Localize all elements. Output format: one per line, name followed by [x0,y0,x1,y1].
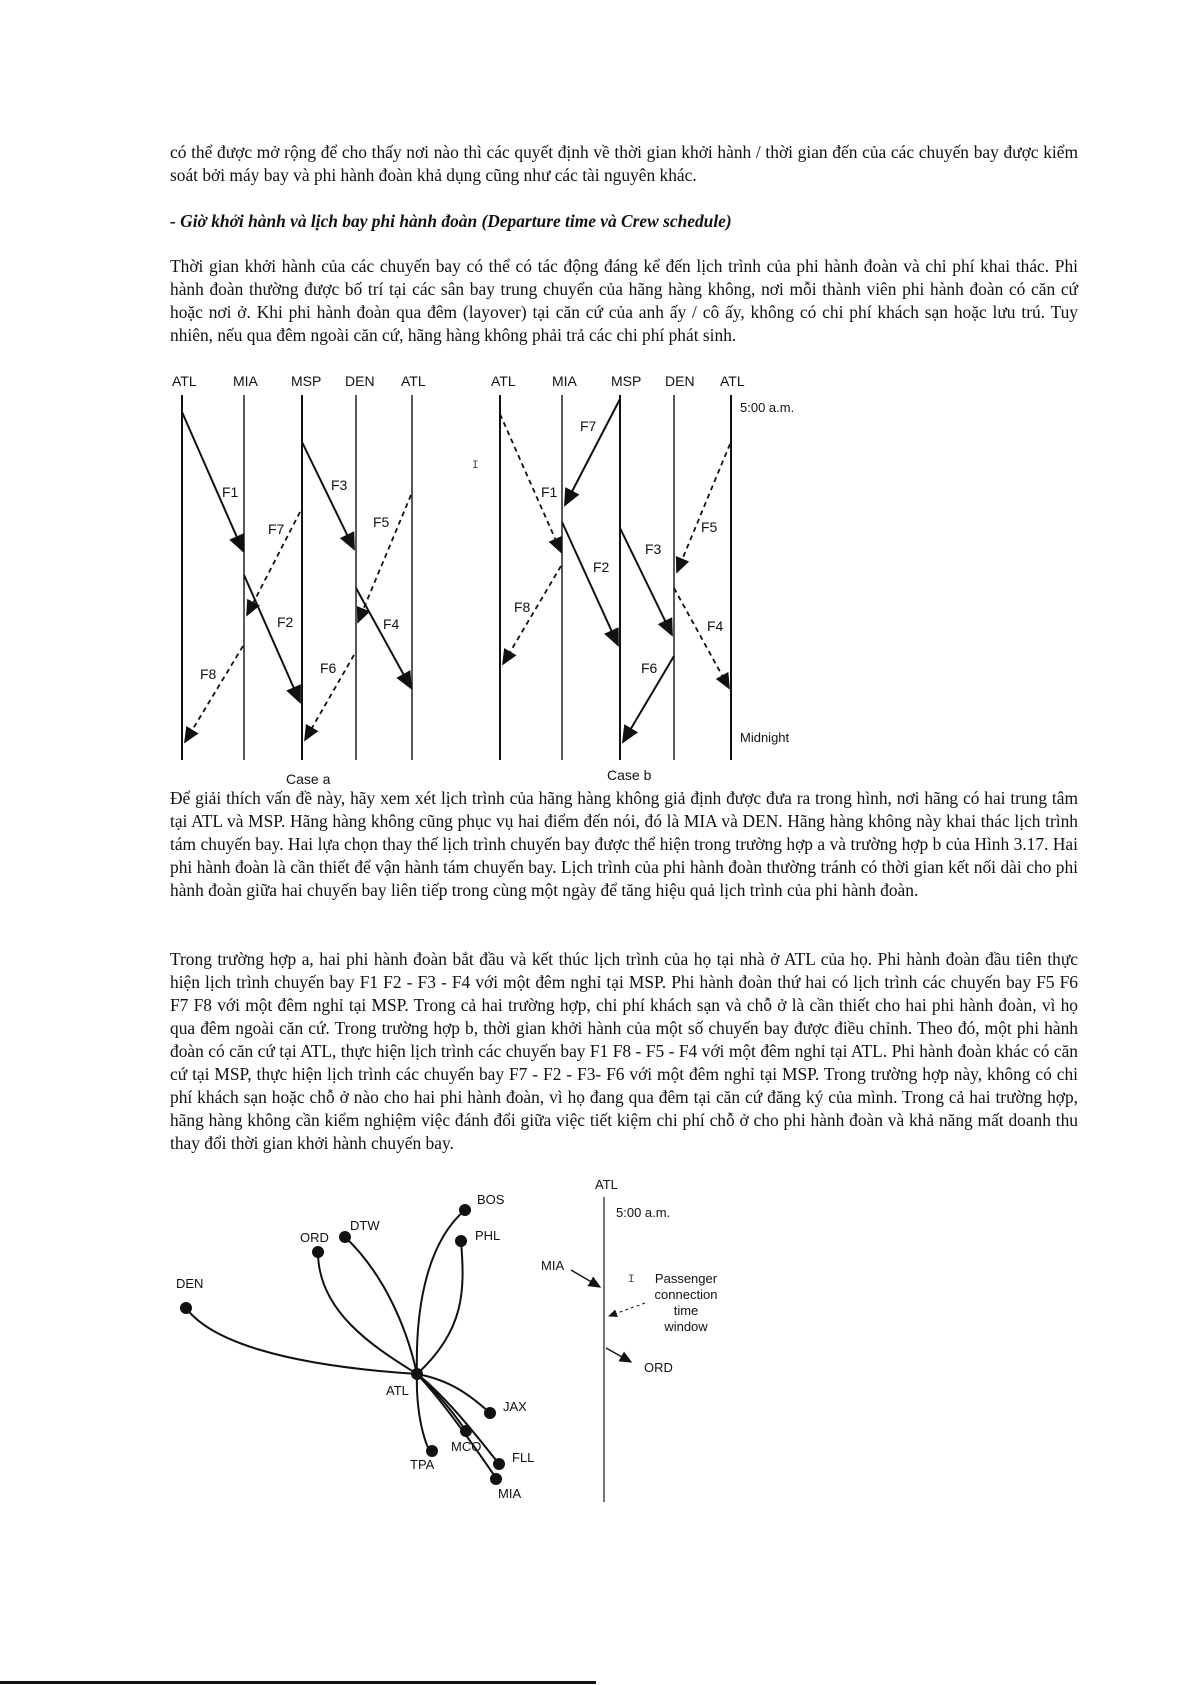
city-label: TPA [410,1457,435,1472]
station-label: MIA [552,373,577,389]
station-label: MIA [233,373,258,389]
city-label: PHL [475,1228,501,1243]
station-label: MSP [291,373,322,389]
city-label: ORD [300,1230,329,1245]
flight-label: F8 [514,599,531,615]
flight-label: F7 [580,418,597,434]
city-label: FLL [512,1450,535,1465]
station-label: DEN [345,373,375,389]
paragraph-departure-time: Thời gian khởi hành của các chuyến bay có thể có tác động đáng kể đến lịch trình của phi hành đoàn và chi phí khai thác. Phi hành đoàn thường được bố trí tại các sân bay trung chuyển của hãng hàng không, nơi mỗi thành viên phi hành đoàn có căn cứ hoặc nơi ở. Khi phi hành đoàn qua đêm (layover) tại căn cứ của anh ấy / cô ấy, không có chi phí khách sạn hoặc lưu trú. Tuy nhiên, nếu qua đêm ngoài căn cứ, hãng hàng không phải trả các chi phí phát sinh. [170,256,1078,345]
time-start-label: 5:00 a.m. [740,400,795,415]
case-a-diagram [172,373,426,787]
paragraph-cases: Trong trường hợp a, hai phi hành đoàn bắt đầu và kết thúc lịch trình của họ tại nhà ở ATL của họ. Phi hành đoàn đầu tiên thực hiện lịch trình chuyến bay F1 F2 - F3 - F4 với một đêm nghỉ tại MSP. Phi hành đoàn thứ hai có lịch trình các chuyến bay F5 F6 F7 F8 với một đêm nghỉ tại MSP. Trong cả hai trường hợp, chi phí khách sạn và chỗ ở là cần thiết cho hai phi hành đoàn, vì họ qua đêm ngoài căn cứ. Trong trường hợp b, thời gian khởi hành của một số chuyến bay được điều chỉnh. Theo đó, một phi hành đoàn có căn cứ tại ATL, thực hiện lịch trình các chuyến bay F1 F8 - F5 - F4 với một đêm nghỉ tại ATL. Phi hành đoàn khác có căn cứ tại MSP, thực hiện lịch trình các chuyến bay F7 - F2 - F3- F6 với một đêm nghỉ tại MSP. Trong trường hợp này, không có chi phí khách sạn hoặc chỗ ở nào cho hai phi hành đoàn, vì họ đang qua đêm tại căn cứ đăng ký của mình. Trong cả hai trường hợp, hãng hàng không cần kiểm nghiệm việc đánh đổi giữa việc tiết kiệm chi phí chỗ ở cho phi hành đoàn và khả năng mất doanh thu thay đổi thời gian khởi hành chuyến bay. [170,949,1078,1153]
city-label: DTW [350,1218,380,1233]
hub-label: ATL [386,1383,409,1398]
station-label: MSP [611,373,642,389]
text-cursor-icon: I [472,460,479,472]
time-end-label: Midnight [740,730,790,745]
case-b-caption: Case b [607,767,652,783]
station-label: ATL [172,373,197,389]
page-bottom-rule [0,1681,596,1684]
flight-label: F4 [383,616,400,632]
city-label: BOS [477,1192,505,1207]
station-label: ATL [401,373,426,389]
inbound-label: MIA [541,1258,565,1273]
case-a-caption: Case a [286,771,331,787]
time-start-label: 5:00 a.m. [616,1205,671,1220]
window-label: connection [654,1287,718,1302]
flight-label: F1 [222,484,239,500]
flight-label: F3 [645,541,662,557]
flight-label: F6 [641,660,658,676]
window-label: time [673,1303,699,1318]
paragraph-example: Để giải thích vấn đề này, hãy xem xét lịch trình của hãng hàng không giả định được đưa ra trong hình, nơi hãng có hai trung tâm tại ATL và MSP. Hãng hàng không cũng phục vụ hai điểm đến nói, đó là MIA và DEN. Hãng hàng không này khai thác lịch trình tám chuyến bay. Hai lựa chọn thay thế lịch trình chuyến bay được thể hiện trong trường hợp a và trường hợp b của Hình 3.17. Hai phi hành đoàn là cần thiết để vận hành tám chuyến bay. Lịch trình của phi hành đoàn thường tránh có thời gian kết nối dài cho phi hành đoàn giữa hai chuyến bay liên tiếp trong cùng một ngày để tăng hiệu quả lịch trình của phi hành đoàn. [170,788,1078,900]
flight-label: F5 [701,519,718,535]
window-label: Passenger [654,1271,718,1286]
flight-label: F8 [200,666,217,682]
station-label: ATL [595,1177,618,1192]
figure-hub-network [176,1192,534,1501]
flight-label: F4 [707,618,724,634]
flight-label: F2 [277,614,294,630]
intro-paragraph: có thể được mở rộng để cho thấy nơi nào thì các quyết định về thời gian khởi hành / thời gian đến của các chuyến bay được kiểm soát bởi máy bay và phi hành đoàn khả dụng cũng như các tài nguyên khác. [170,142,1078,185]
outbound-label: ORD [644,1360,673,1375]
city-label: JAX [503,1399,527,1414]
flight-label: F7 [268,521,285,537]
case-b-diagram [491,373,794,783]
city-label: DEN [176,1276,204,1291]
flight-label: F6 [320,660,337,676]
flight-label: F2 [593,559,610,575]
text-cursor-icon: I [628,1274,635,1286]
station-label: ATL [491,373,516,389]
window-label: window [664,1319,708,1334]
flight-label: F1 [541,484,558,500]
flight-label: F5 [373,514,390,530]
figure-connection-window [541,1177,718,1502]
station-label: ATL [720,373,745,389]
station-label: DEN [665,373,695,389]
city-label: MIA [498,1486,522,1501]
city-label: MCO [451,1439,482,1454]
section-heading: - Giờ khởi hành và lịch bay phi hành đoàn (Departure time và Crew schedule) [170,211,732,231]
flight-label: F3 [331,477,348,493]
